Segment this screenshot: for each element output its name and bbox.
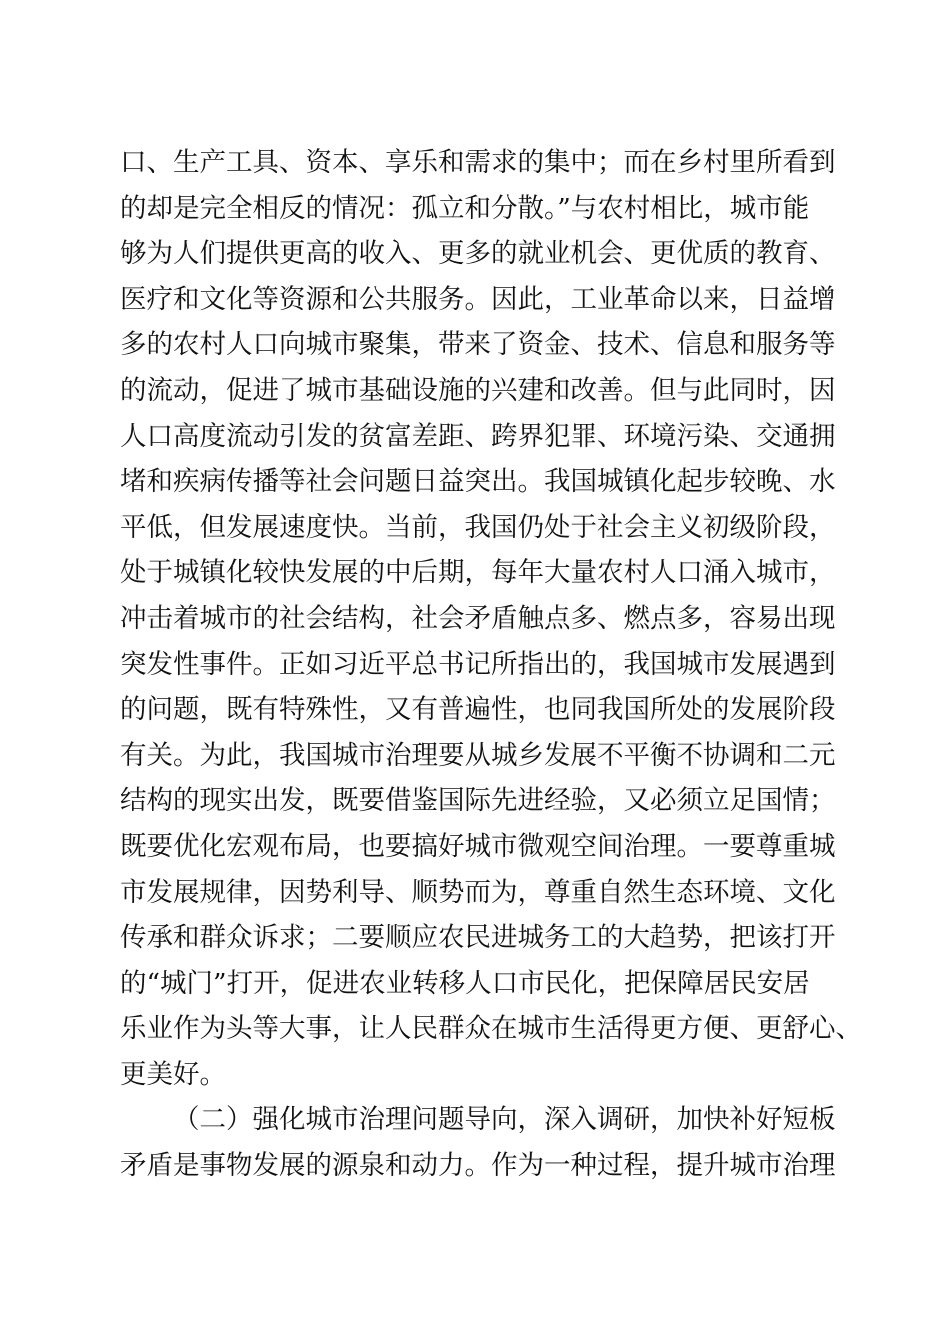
text-line: 乐业作为头等大事，让人民群众在城市生活得更方便、更舒心、 xyxy=(120,1013,862,1045)
text-line: 结构的现实出发，既要借鉴国际先进经验，又必须立足国情； xyxy=(120,785,836,817)
text-line: 市发展规律，因势利导、顺势而为，尊重自然生态环境、文化 xyxy=(120,876,836,908)
text-line: 人口高度流动引发的贫富差距、跨界犯罪、环境污染、交通拥 xyxy=(120,420,836,452)
text-line: 突发性事件。正如习近平总书记所指出的，我国城市发展遇到 xyxy=(120,648,836,680)
body-text xyxy=(120,140,862,1189)
section-heading: （二）强化城市治理问题导向，深入调研，加快补好短板 xyxy=(173,1104,836,1136)
text-line: 有关。为此，我国城市治理要从城乡发展不平衡不协调和二元 xyxy=(120,739,836,771)
text-line: 的却是完全相反的情况：孤立和分散。”与农村相比，城市能 xyxy=(120,192,810,224)
text-line: 矛盾是事物发展的源泉和动力。作为一种过程，提升城市治理 xyxy=(120,1150,836,1182)
text-line: 传承和群众诉求；二要顺应农民进城务工的大趋势，把该打开 xyxy=(120,922,836,954)
text-line: 平低，但发展速度快。当前，我国仍处于社会主义初级阶段， xyxy=(120,511,836,543)
text-line: 的问题，既有特殊性，又有普遍性，也同我国所处的发展阶段 xyxy=(120,694,836,726)
text-line: 处于城镇化较快发展的中后期，每年大量农村人口涌入城市， xyxy=(120,557,836,589)
text-line: 够为人们提供更高的收入、更多的就业机会、更优质的教育、 xyxy=(120,238,836,270)
text-line: 既要优化宏观布局，也要搞好城市微观空间治理。一要尊重城 xyxy=(120,830,836,862)
text-line: 的“城门”打开，促进农业转移人口市民化，把保障居民安居 xyxy=(120,967,810,999)
text-line: 医疗和文化等资源和公共服务。因此，工业革命以来，日益增 xyxy=(120,283,836,315)
text-line: 堵和疾病传播等社会问题日益突出。我国城镇化起步较晚、水 xyxy=(120,466,836,498)
text-line: 的流动，促进了城市基础设施的兴建和改善。但与此同时，因 xyxy=(120,374,836,406)
text-line: 多的农村人口向城市聚集，带来了资金、技术、信息和服务等 xyxy=(120,329,836,361)
text-line: 冲击着城市的社会结构，社会矛盾触点多、燃点多，容易出现 xyxy=(120,602,836,634)
text-line: 更美好。 xyxy=(120,1058,226,1090)
text-line: 口、生产工具、资本、享乐和需求的集中；而在乡村里所看到 xyxy=(120,147,836,178)
